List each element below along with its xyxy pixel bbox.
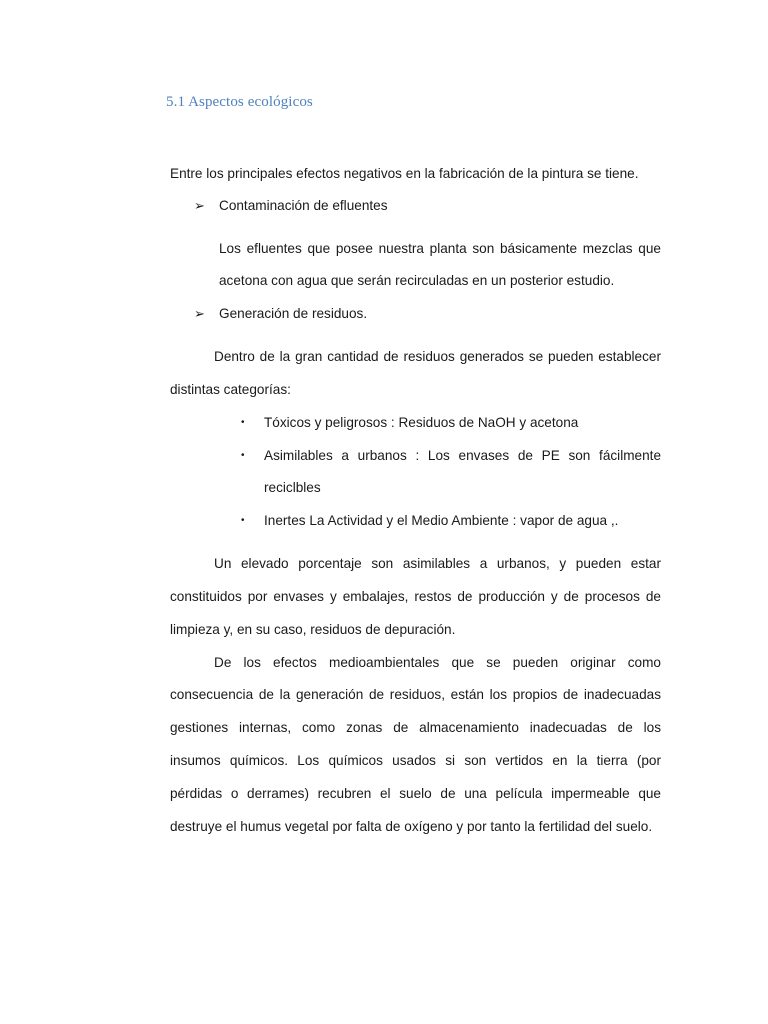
paragraph-line: insumos químicos. Los químicos usados si son vertidos en la tierra (por xyxy=(170,753,661,768)
arrow-bullet-icon: ➢ xyxy=(194,198,205,213)
body-line: Los efluentes que posee nuestra planta son básicamente mezclas que xyxy=(219,241,661,256)
list-item-continuation: reciclbles xyxy=(264,480,321,495)
bullet-icon: • xyxy=(241,515,245,526)
list-item: Asimilables a urbanos : Los envases de PE son fácilmente xyxy=(264,448,661,463)
paragraph-line: destruye el humus vegetal por falta de oxígeno y por tanto la fertilidad del suelo. xyxy=(170,819,653,834)
list-item: Tóxicos y peligrosos : Residuos de NaOH y acetona xyxy=(264,415,579,430)
paragraph-line: gestiones internas, como zonas de almacenamiento inadecuadas de los xyxy=(170,720,661,735)
list-item: Inertes La Actividad y el Medio Ambiente : vapor de agua ,. xyxy=(264,513,619,528)
paragraph-line: limpieza y, en su caso, residuos de depuración. xyxy=(170,622,456,637)
paragraph-line: distintas categorías: xyxy=(170,382,291,397)
body-line: acetona con agua que serán recirculadas en un posterior estudio. xyxy=(219,273,615,288)
bullet-icon: • xyxy=(241,417,245,428)
paragraph-line: consecuencia de la generación de residuos, están los propios de inadecuadas xyxy=(170,687,661,702)
list-item-label: Generación de residuos. xyxy=(219,306,368,321)
bullet-icon: • xyxy=(241,450,245,461)
intro-text: Entre los principales efectos negativos en la fabricación de la pintura se tiene. xyxy=(170,166,639,181)
paragraph-line: Dentro de la gran cantidad de residuos generados se pueden establecer xyxy=(214,349,661,364)
arrow-bullet-icon: ➢ xyxy=(194,306,205,321)
paragraph-line: De los efectos medioambientales que se pueden originar como xyxy=(214,655,661,670)
list-item-label: Contaminación de efluentes xyxy=(219,198,388,213)
paragraph-line: pérdidas o derrames) recubren el suelo de una película impermeable que xyxy=(170,786,661,801)
paragraph-line: constituidos por envases y embalajes, restos de producción y de procesos de xyxy=(170,589,661,604)
paragraph-line: Un elevado porcentaje son asimilables a urbanos, y pueden estar xyxy=(214,556,661,571)
section-heading: 5.1 Aspectos ecológicos xyxy=(166,94,313,110)
